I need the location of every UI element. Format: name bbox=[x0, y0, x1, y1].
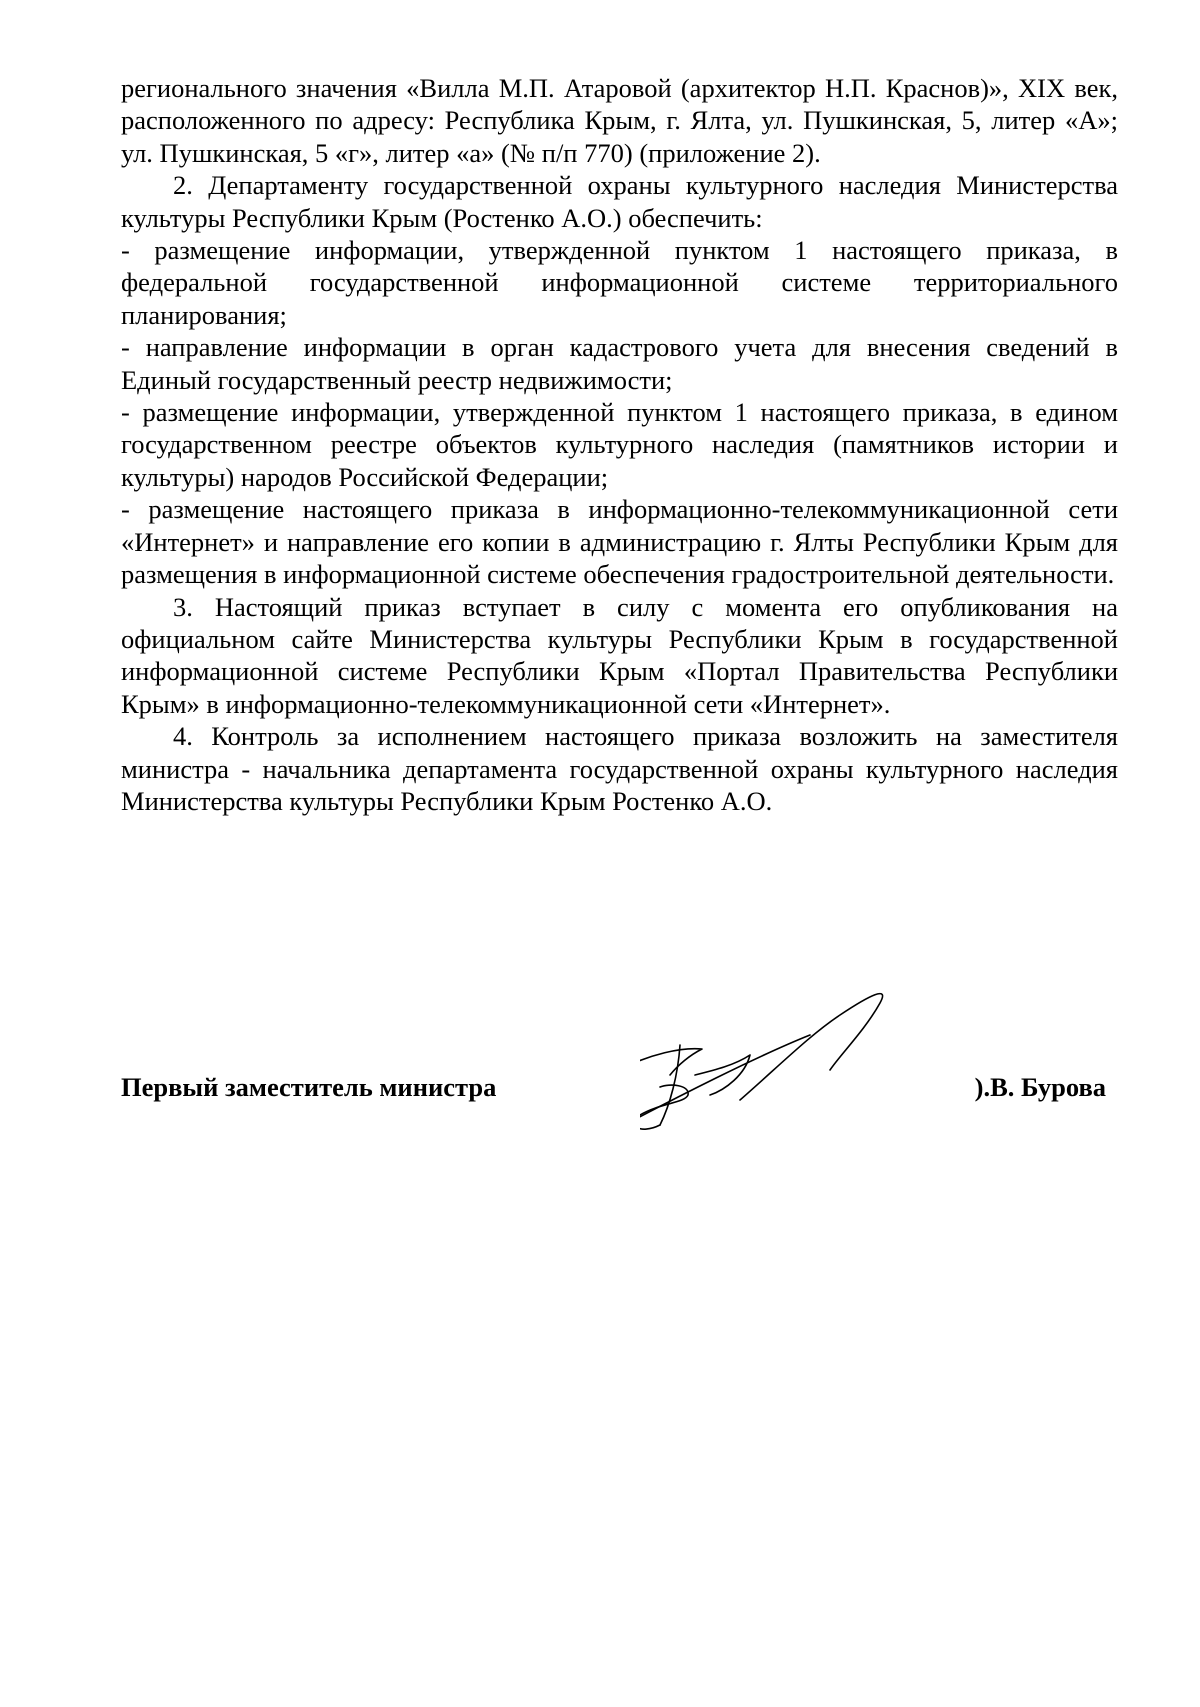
list-item-heritage-registry: - размещение информации, утвержденной пунктом 1 настоящего приказа, в едином государственном реестре объектов культурного наследия (памятников истории и культуры) народов Российской Федерации; bbox=[121, 397, 1118, 492]
document-body bbox=[121, 72, 1118, 817]
paragraph-item-3: 3. Настоящий приказ вступает в силу с момента его опубликования на официальном сайте Министерства культуры Республики Крым в государственной информационной системе Республики Крым «Портал Правительства Республики Крым» в информационно-телекоммуникационной сети «Интернет». bbox=[121, 591, 1118, 719]
list-item-federal-system: - размещение информации, утвержденной пунктом 1 настоящего приказа, в федеральной государственной информационной системе территориального планирования; bbox=[121, 235, 1118, 330]
signer-title: Первый заместитель министра bbox=[121, 1072, 497, 1102]
signature-block bbox=[121, 1060, 1106, 1120]
paragraph-item-4: 4. Контроль за исполнением настоящего приказа возложить на заместителя министра - начальника департамента государственной охраны культурного наследия Министерства культуры Республики Крым Ростенко А.О. bbox=[121, 721, 1118, 816]
list-item-internet: - размещение настоящего приказа в информационно-телекоммуникационной сети «Интернет» и направление его копии в администрацию г. Ялты Республики Крым для размещения в информационной системе обеспечения градостроительной деятельности. bbox=[121, 494, 1118, 590]
list-item-cadastral: - направление информации в орган кадастрового учета для внесения сведений в Единый государственный реестр недвижимости; bbox=[121, 332, 1118, 395]
signer-name: ).В. Бурова bbox=[974, 1072, 1106, 1102]
paragraph-item-2: 2. Департаменту государственной охраны культурного наследия Министерства культуры Республики Крым (Ростенко А.О.) обеспечить: bbox=[121, 170, 1118, 233]
paragraph-item-1-continuation: регионального значения «Вилла М.П. Атаровой (архитектор Н.П. Краснов)», XIX век, расположенного по адресу: Республика Крым, г. Ялта, ул. Пушкинская, 5, литер «А»; ул. Пушкинская, 5 «г», литер «а» (№ п/п 770) (приложение 2). bbox=[121, 73, 1118, 168]
